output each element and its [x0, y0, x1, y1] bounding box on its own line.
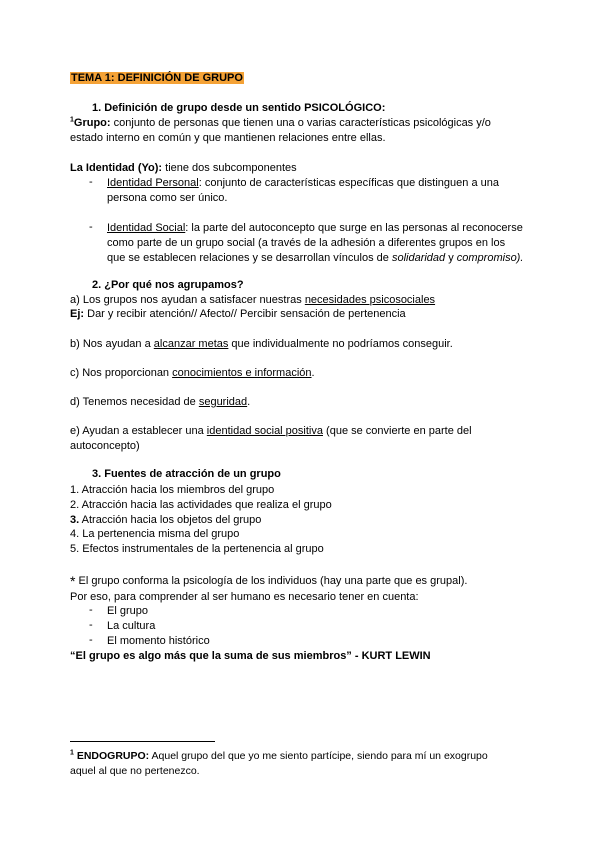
reason-c: c) Nos proporcionan conocimientos e información.	[70, 367, 315, 379]
list-item: 4. La pertenencia misma del grupo	[70, 528, 240, 540]
bullet-dash: -	[89, 221, 93, 233]
note-line2: Por eso, para comprender al ser humano es necesario tener en cuenta:	[70, 591, 419, 603]
list-item: 1. Atracción hacia los miembros del grupo	[70, 484, 275, 496]
reason-e-line2: autoconcepto)	[70, 440, 140, 452]
bullet-dash: -	[89, 634, 93, 646]
reason-a-example: Ej: Dar y recibir atención// Afecto// Percibir sensación de pertenencia	[70, 308, 406, 320]
social-identity-line3: que se establecen relaciones y se desarrollan vínculos de solidaridad y compromiso).	[107, 252, 524, 264]
kurt-lewin-quote: “El grupo es algo más que la suma de sus miembros” - KURT LEWIN	[70, 650, 431, 662]
identity-line: La Identidad (Yo): tiene dos subcomponentes	[70, 162, 297, 174]
reason-a: a) Los grupos nos ayudan a satisfacer nuestras necesidades psicosociales	[70, 294, 436, 306]
personal-identity-line1: Identidad Personal: conjunto de características específicas que distinguen a una	[107, 177, 499, 189]
section3-heading: 3. Fuentes de atracción de un grupo	[92, 468, 281, 480]
doc-title: TEMA 1: DEFINICIÓN DE GRUPO	[71, 72, 243, 84]
list-item: 2. Atracción hacia las actividades que realiza el grupo	[70, 499, 332, 511]
footnote-line1: $^1$ ENDOGRUPO: Aquel grupo del que yo me siento partícipe, siendo para mí un exogrupo	[70, 749, 488, 762]
list-item: 3. Atracción hacia los objetos del grupo	[70, 514, 262, 526]
section2-heading: 2. ¿Por qué nos agrupamos?	[92, 279, 244, 291]
list-item: La cultura	[107, 620, 156, 632]
note-line1: * El grupo conforma la psicología de los individuos (hay una parte que es grupal).	[70, 573, 468, 589]
bullet-dash: -	[89, 619, 93, 631]
list-item: El momento histórico	[107, 635, 210, 647]
reason-b: b) Nos ayudan a alcanzar metas que individualmente no podríamos conseguir.	[70, 338, 453, 350]
social-identity-line1: Identidad Social: la parte del autoconcepto que surge en las personas al reconocerse	[107, 222, 523, 234]
reason-e-line1: e) Ayudan a establecer una identidad social positiva (que se convierte en parte del	[70, 425, 472, 437]
list-item: El grupo	[107, 605, 148, 617]
group-definition-line2: estado interno en común y que mantienen relaciones entre ellas.	[70, 132, 386, 144]
section1-heading: 1. Definición de grupo desde un sentido PSICOLÓGICO:	[92, 102, 386, 114]
bullet-dash: -	[89, 604, 93, 616]
bullet-dash: -	[89, 176, 93, 188]
personal-identity-line2: persona como ser único.	[107, 192, 228, 204]
group-definition-line1: $^1$Grupo: conjunto de personas que tienen una o varias características psicológicas y/o	[70, 116, 491, 129]
social-identity-line2: como parte de un grupo social (a través de la adhesión a diferentes grupos en los	[107, 237, 506, 249]
list-item: 5. Efectos instrumentales de la pertenencia al grupo	[70, 543, 324, 555]
footnote-separator	[70, 741, 215, 742]
reason-d: d) Tenemos necesidad de seguridad.	[70, 396, 251, 408]
footnote-line2: aquel al que no pertenezco.	[70, 765, 200, 777]
